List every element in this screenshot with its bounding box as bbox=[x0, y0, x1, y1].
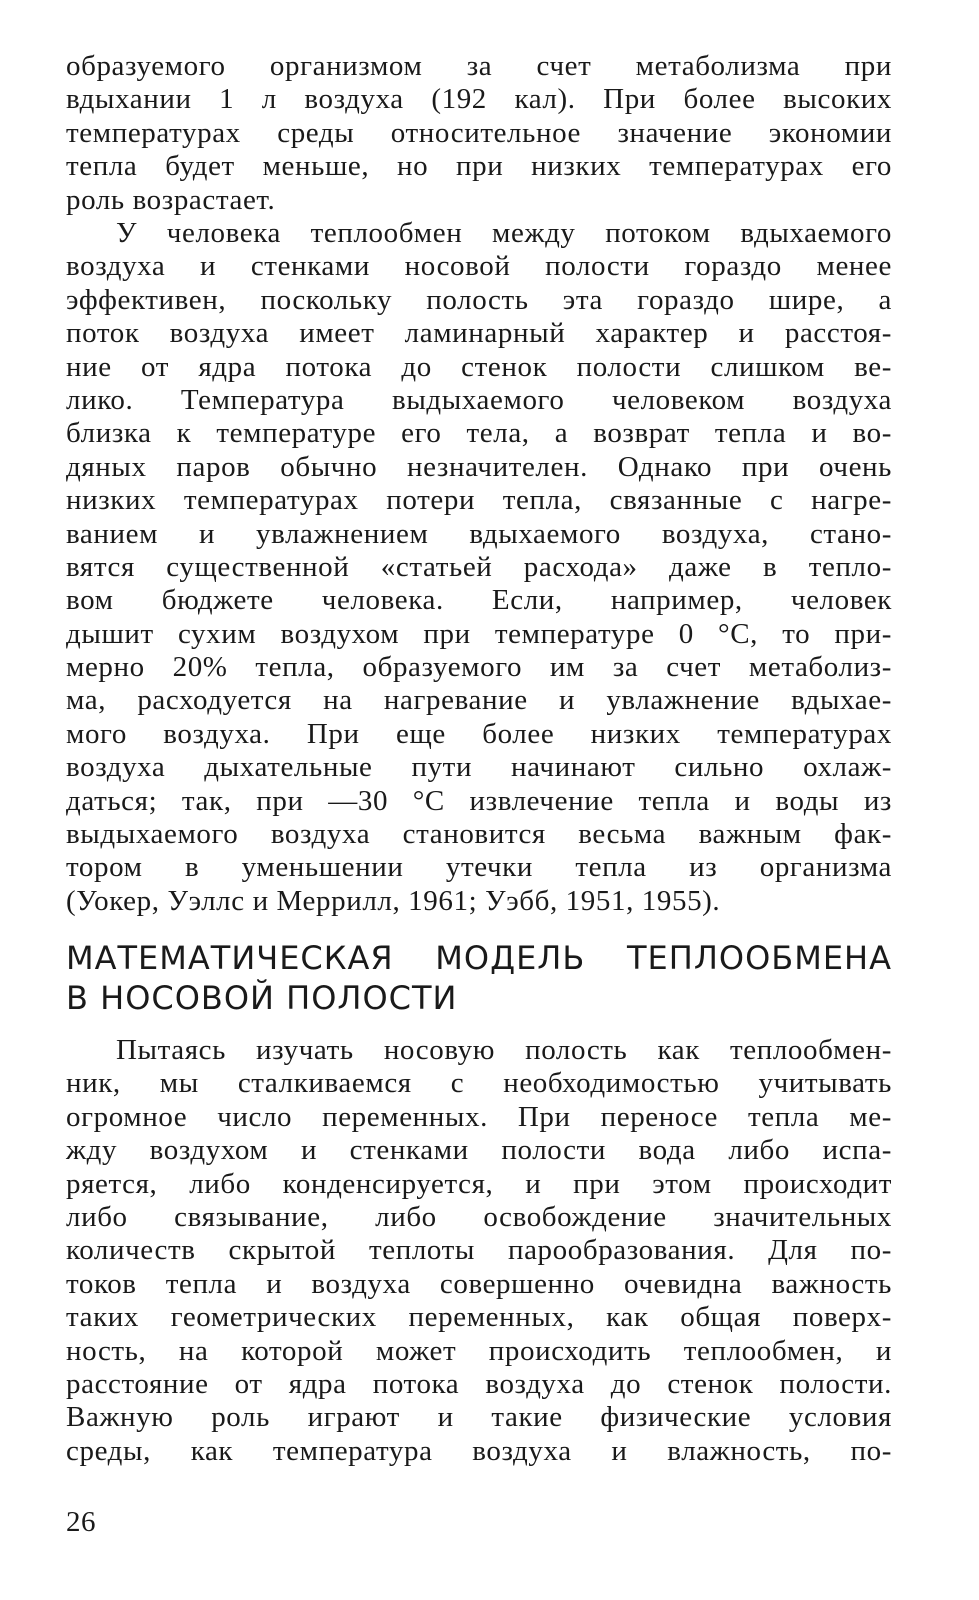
heading-line: В НОСОВОЙ ПОЛОСТИ bbox=[66, 979, 458, 1017]
text-line: ние от ядра потока до стенок полости слишком ве- bbox=[66, 350, 892, 383]
text-line: вдыхании 1 л воздуха (192 кал). При более высоких bbox=[66, 83, 892, 116]
text-line: тепла будет меньше, но при низких температурах его bbox=[66, 150, 892, 183]
text-line: ванием и увлажнением вдыхаемого воздуха, стано- bbox=[66, 517, 892, 550]
text-line: низких температурах потери тепла, связанные с нагре- bbox=[66, 484, 892, 517]
text-line: поток воздуха имеет ламинарный характер и расстоя- bbox=[66, 317, 892, 350]
text-line: жду воздухом и стенками полости вода либо испа- bbox=[66, 1134, 892, 1167]
heading-line: МАТЕМАТИЧЕСКАЯ МОДЕЛЬ ТЕПЛООБМЕНА bbox=[66, 939, 892, 977]
text-line: ность, на которой может происходить теплообмен, и bbox=[66, 1334, 892, 1367]
text-line: образуемого организмом за счет метаболизма при bbox=[66, 50, 892, 82]
section-heading bbox=[66, 938, 892, 1018]
text-line: таких геометрических переменных, как общая поверх- bbox=[66, 1301, 892, 1334]
text-line: токов тепла и воздуха совершенно очевидна важность bbox=[66, 1267, 892, 1300]
text-line: эффективен, поскольку полость эта гораздо шире, а bbox=[66, 283, 892, 316]
page-number: 26 bbox=[66, 1506, 96, 1538]
text-line: дышит сухим воздухом при температуре 0 °С, то при- bbox=[66, 617, 892, 650]
text-line: тором в уменьшении утечки тепла из организма bbox=[66, 851, 892, 884]
text-line: выдыхаемого воздуха становится весьма важным фак- bbox=[66, 818, 892, 851]
text-line: близка к температуре его тела, а возврат тепла и во- bbox=[66, 417, 892, 450]
paragraph-model-intro bbox=[66, 1034, 892, 1468]
text-line: (Уокер, Уэллс и Меррилл, 1961; Уэбб, 1951, 1955). bbox=[66, 884, 721, 917]
text-line: даться; так, при —30 °С извлечение тепла и воды из bbox=[66, 784, 892, 817]
text-line: вятся существенной «статьей расхода» даже в тепло- bbox=[66, 550, 892, 583]
text-line: огромное число переменных. При переносе тепла ме- bbox=[66, 1100, 892, 1133]
text-line: Важную роль играют и такие физические условия bbox=[66, 1401, 892, 1434]
text-line: У человека теплообмен между потоком вдыхаемого bbox=[116, 217, 892, 249]
text-line: температурах среды относительное значение экономии bbox=[66, 116, 892, 149]
paragraph-human-heat-exchange bbox=[66, 217, 892, 918]
text-line: вом бюджете человека. Если, например, человек bbox=[66, 584, 892, 617]
text-line: либо связывание, либо освобождение значительных bbox=[66, 1200, 892, 1233]
text-line: среды, как температура воздуха и влажность, по- bbox=[66, 1434, 892, 1467]
text-line: ма, расходуется на нагревание и увлажнение вдыхае- bbox=[66, 684, 892, 717]
text-line: расстояние от ядра потока воздуха до стенок полости. bbox=[66, 1367, 892, 1400]
text-line: мерно 20% тепла, образуемого им за счет метаболиз- bbox=[66, 651, 892, 684]
text-line: роль возрастает. bbox=[66, 183, 276, 216]
text-line: мого воздуха. При еще более низких температурах bbox=[66, 717, 892, 750]
paragraph-continuation bbox=[66, 50, 892, 217]
text-line: воздуха дыхательные пути начинают сильно охлаж- bbox=[66, 751, 892, 784]
text-line: ряется, либо конденсируется, и при этом происходит bbox=[66, 1167, 892, 1200]
text-line: дяных паров обычно незначителен. Однако при очень bbox=[66, 450, 892, 483]
text-line: воздуха и стенками носовой полости гораздо менее bbox=[66, 250, 892, 283]
text-line: ник, мы сталкиваемся с необходимостью учитывать bbox=[66, 1067, 892, 1100]
text-line: количеств скрытой теплоты парообразования. Для по- bbox=[66, 1234, 892, 1267]
text-line: Пытаясь изучать носовую полость как теплообмен- bbox=[116, 1034, 892, 1066]
text-line: лико. Температура выдыхаемого человеком воздуха bbox=[66, 383, 892, 416]
